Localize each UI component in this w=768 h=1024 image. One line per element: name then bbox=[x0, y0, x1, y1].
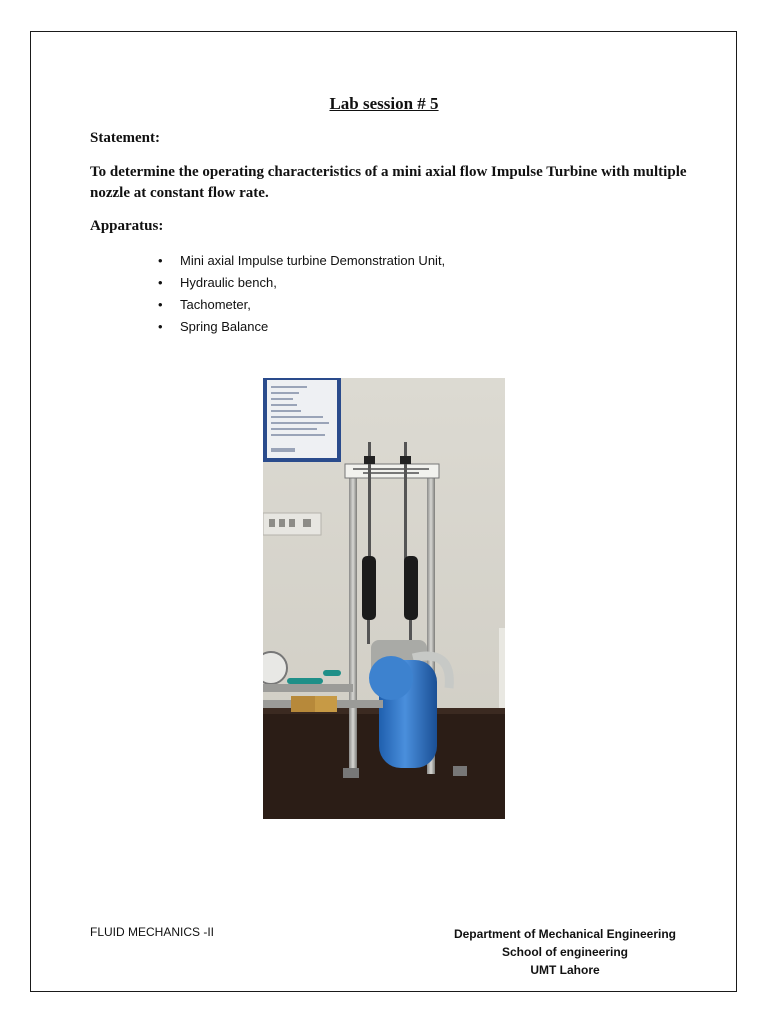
footer-school: School of engineering bbox=[501, 945, 628, 959]
bullet-icon: • bbox=[158, 297, 163, 312]
statement-text: To determine the operating characteristics of a mini axial flow Impulse Turbine with multiple nozzle at constant flow rate. bbox=[90, 164, 687, 201]
apparatus-item-label: Tachometer, bbox=[180, 297, 251, 312]
list-item bbox=[158, 272, 445, 294]
footer-university: UMT Lahore bbox=[530, 963, 600, 977]
bullet-icon: • bbox=[158, 275, 163, 290]
footer-institution bbox=[440, 925, 690, 979]
footer-department: Department of Mechanical Engineering bbox=[453, 927, 677, 941]
list-item bbox=[158, 294, 445, 316]
bullet-icon: • bbox=[158, 253, 163, 268]
apparatus-item-label: Mini axial Impulse turbine Demonstration Unit, bbox=[180, 253, 446, 268]
list-item bbox=[158, 250, 445, 272]
apparatus-item-label: Spring Balance bbox=[180, 319, 269, 334]
turbine-apparatus-photo bbox=[263, 378, 505, 819]
apparatus-list bbox=[158, 250, 445, 338]
lab-session-title: Lab session # 5 bbox=[329, 94, 439, 113]
statement-heading: Statement: bbox=[90, 130, 160, 146]
bullet-icon: • bbox=[158, 319, 163, 334]
apparatus-item-label: Hydraulic bench, bbox=[180, 275, 277, 290]
list-item bbox=[158, 316, 445, 338]
footer-course-name: FLUID MECHANICS -II bbox=[90, 925, 215, 939]
apparatus-heading: Apparatus: bbox=[90, 218, 164, 234]
